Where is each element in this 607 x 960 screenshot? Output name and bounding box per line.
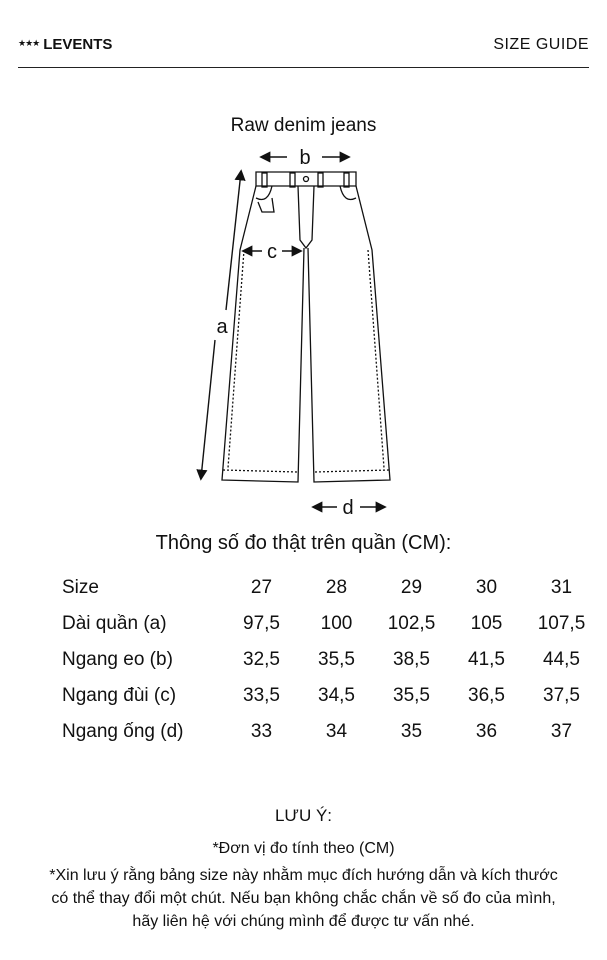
dimension-label-a: a <box>216 316 228 338</box>
table-cell: 28 <box>325 577 348 598</box>
table-row <box>52 714 599 750</box>
row-label: Size <box>62 577 99 598</box>
note-body: *Xin lưu ý rằng bảng size này nhằm mục đích hướng dẫn và kích thước có thể thay đổi một chút. Nếu bạn không chắc chắn về số đo của mình, hãy liên hệ với chúng mình để được tư vấn nhé. <box>49 867 558 930</box>
table-title: Thông số đo thật trên quần (CM): <box>155 532 452 554</box>
row-label: Ngang đùi (c) <box>62 685 177 706</box>
table-cell: 29 <box>400 577 423 598</box>
brand-name: LEVENTS <box>43 36 113 53</box>
dimension-label-c: c <box>267 241 277 263</box>
table-cell: 27 <box>250 577 273 598</box>
table-cell: 35 <box>400 721 423 742</box>
table-row <box>52 570 599 606</box>
brand-logo[interactable] <box>18 36 112 53</box>
size-guide-label: SIZE GUIDE <box>493 36 589 53</box>
note-title: LƯU Ý: <box>274 806 333 825</box>
table-cell: 30 <box>475 577 498 598</box>
row-label: Ngang ống (d) <box>62 721 184 742</box>
table-cell: 107,5 <box>537 613 586 634</box>
table-cell: 100 <box>320 613 353 634</box>
jeans-diagram <box>0 140 607 525</box>
table-cell: 102,5 <box>387 613 436 634</box>
table-cell: 35,5 <box>393 685 430 706</box>
dimension-label-d: d <box>342 497 354 519</box>
table-cell: 31 <box>550 577 573 598</box>
table-cell: 33,5 <box>243 685 280 706</box>
diagram-title: Raw denim jeans <box>230 115 377 136</box>
table-row <box>52 642 599 678</box>
table-cell: 32,5 <box>243 649 280 670</box>
header <box>18 0 589 68</box>
table-row <box>52 678 599 714</box>
table-cell: 36,5 <box>468 685 505 706</box>
table-cell: 38,5 <box>393 649 430 670</box>
table-cell: 35,5 <box>318 649 355 670</box>
table-cell: 36 <box>475 721 498 742</box>
table-cell: 41,5 <box>468 649 505 670</box>
table-cell: 105 <box>470 613 503 634</box>
table-cell: 44,5 <box>543 649 580 670</box>
brand-stars-icon: ★★★ <box>18 39 40 49</box>
dimension-label-b: b <box>299 147 311 169</box>
table-cell: 37 <box>550 721 573 742</box>
table-cell: 33 <box>250 721 273 742</box>
size-table <box>52 570 599 750</box>
table-cell: 34,5 <box>318 685 355 706</box>
note-unit: *Đơn vị đo tính theo (CM) <box>212 840 395 857</box>
table-cell: 97,5 <box>243 613 280 634</box>
table-cell: 34 <box>325 721 348 742</box>
table-row <box>52 606 599 642</box>
row-label: Ngang eo (b) <box>62 649 173 670</box>
table-cell: 37,5 <box>543 685 580 706</box>
row-label: Dài quần (a) <box>62 613 167 634</box>
